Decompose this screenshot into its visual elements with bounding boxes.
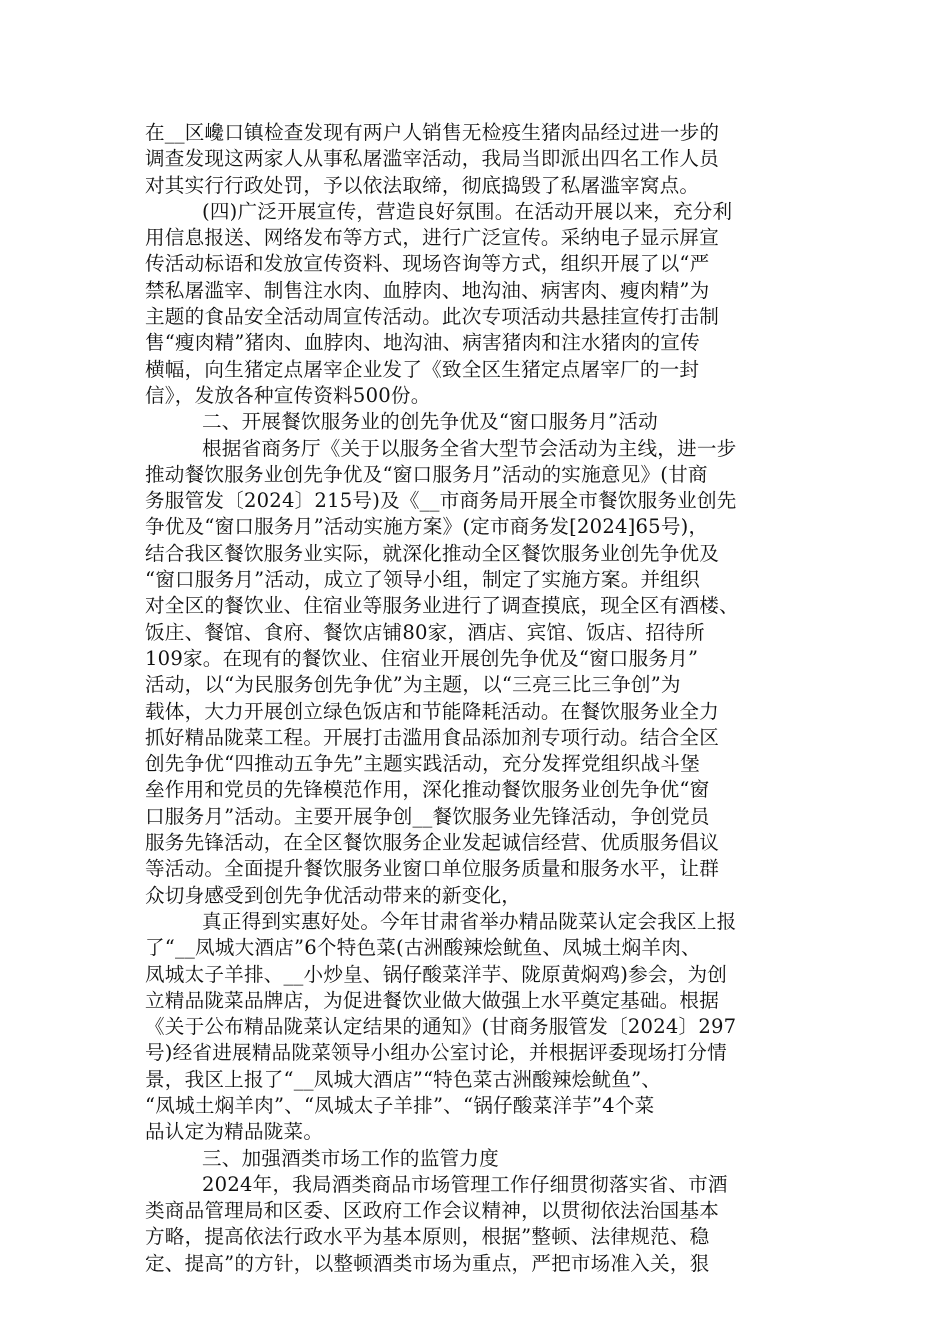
text-line: 争优及“窗口服务月”活动实施方案》(定市商务发[2024]65号)， xyxy=(145,515,709,539)
text-line: 务服管发〔2024〕215号)及《__市商务局开展全市餐饮服务业创先 xyxy=(145,489,737,513)
text-line: 景，我区上报了“__凤城大酒店”“特色菜古洲酸辣烩鱿鱼”、 xyxy=(145,1067,662,1091)
text-line: 对其实行行政处罚，予以依法取缔，彻底捣毁了私屠滥宰窝点。 xyxy=(145,173,700,197)
text-line: 方略，提高依法行政水平为基本原则，根据”整顿、法律规范、稳 xyxy=(145,1225,710,1249)
document-body xyxy=(145,120,825,1277)
text-line: 服务先锋活动，在全区餐饮服务企业发起诚信经营、优质服务倡议 xyxy=(145,831,720,855)
text-line: 垒作用和党员的先锋模范作用，深化推动餐饮服务业创先争优“窗 xyxy=(145,778,710,802)
text-line: 在__区巉口镇检查发现有两户人销售无检疫生猪肉品经过进一步的 xyxy=(145,121,720,144)
text-line: 二、开展餐饮服务业的创先争优及“窗口服务月”活动 xyxy=(202,410,658,434)
text-line: (四)广泛开展宣传，营造良好氛围。在活动开展以来，充分利 xyxy=(202,199,733,223)
text-line: 众切身感受到创先争优活动带来的新变化， xyxy=(145,883,522,907)
text-line: 了“__凤城大酒店”6个特色菜(古洲酸辣烩鱿鱼、凤城土焖羊肉、 xyxy=(145,936,701,960)
text-line: 品认定为精品陇菜。 xyxy=(145,1120,324,1144)
text-line: 推动餐饮服务业创先争优及“窗口服务月”活动的实施意见》(甘商 xyxy=(145,462,708,486)
text-line: 结合我区餐饮服务业实际，就深化推动全区餐饮服务业创先争优及 xyxy=(145,541,720,565)
text-line: 真正得到实惠好处。今年甘肃省举办精品陇菜认定会我区上报 xyxy=(202,909,737,933)
text-line: 对全区的餐饮业、住宿业等服务业进行了调查摸底，现全区有酒楼、 xyxy=(145,594,739,618)
text-line: 口服务月”活动。主要开展争创__餐饮服务业先锋活动，争创党员 xyxy=(145,804,710,828)
text-line: 2024年，我局酒类商品市场管理工作仔细贯彻落实省、市酒 xyxy=(202,1172,728,1196)
text-line: 类商品管理局和区委、区政府工作会议精神，以贯彻依法治国基本 xyxy=(145,1199,720,1223)
text-line: 用信息报送、网络发布等方式，进行广泛宣传。采纳电子显示屏宣 xyxy=(145,226,720,250)
text-line: 抓好精品陇菜工程。开展打击滥用食品添加剂专项行动。结合全区 xyxy=(145,725,720,749)
text-line: 活动，以“为民服务创先争优”为主题，以“三亮三比三争创”为 xyxy=(145,673,681,697)
text-line: 禁私屠滥宰、制售注水肉、血脖肉、地沟油、病害肉、瘦肉精”为 xyxy=(145,278,710,302)
text-line: 《关于公布精品陇菜认定结果的通知》(甘商务服管发〔2024〕297 xyxy=(145,1015,737,1039)
text-line: 创先争优“四推动五争先”主题实践活动，充分发挥党组织战斗堡 xyxy=(145,752,700,776)
text-line: 调查发现这两家人从事私屠滥宰活动，我局当即派出四名工作人员 xyxy=(145,147,720,171)
text-line: 传活动标语和发放宣传资料、现场咨询等方式，组织开展了以“严 xyxy=(145,252,710,276)
text-line: 载体，大力开展创立绿色饭店和节能降耗活动。在餐饮服务业全力 xyxy=(145,699,720,723)
text-line: 立精品陇菜品牌店，为促进餐饮业做大做强上水平奠定基础。根据 xyxy=(145,988,720,1012)
text-line: 根据省商务厅《关于以服务全省大型节会活动为主线，进一步 xyxy=(202,436,737,460)
text-line: 凤城太子羊排、__小炒皇、锅仔酸菜洋芋、陇原黄焖鸡)参会，为创 xyxy=(145,962,728,986)
text-line: 信》，发放各种宣传资料500份。 xyxy=(145,383,431,407)
text-line: 售“瘦肉精”猪肉、血脖肉、地沟油、病害猪肉和注水猪肉的宣传 xyxy=(145,331,700,355)
text-line: 主题的食品安全活动周宣传活动。此次专项活动共悬挂宣传打击制 xyxy=(145,305,720,329)
text-line: 号)经省进展精品陇菜领导小组办公室讨论，并根据评委现场打分情 xyxy=(145,1041,727,1065)
text-line: 109家。在现有的餐饮业、住宿业开展创先争优及“窗口服务月” xyxy=(145,646,699,670)
text-line: 定、提高”的方针，以整顿酒类市场为重点，严把市场准入关，狠 xyxy=(145,1251,710,1275)
text-line: “窗口服务月”活动，成立了领导小组，制定了实施方案。并组织 xyxy=(145,568,700,592)
text-line: 等活动。全面提升餐饮服务业窗口单位服务质量和服务水平，让群 xyxy=(145,857,720,881)
text-line: 三、加强酒类市场工作的监管力度 xyxy=(202,1146,499,1170)
text-line: 横幅，向生猪定点屠宰企业发了《致全区生猪定点屠宰厂的一封 xyxy=(145,357,700,381)
text-line: “凤城土焖羊肉”、“凤城太子羊排”、“锅仔酸菜洋芋”4个菜 xyxy=(145,1093,655,1117)
text-line: 饭庄、餐馆、食府、餐饮店铺80家，酒店、宾馆、饭店、招待所 xyxy=(145,620,705,644)
